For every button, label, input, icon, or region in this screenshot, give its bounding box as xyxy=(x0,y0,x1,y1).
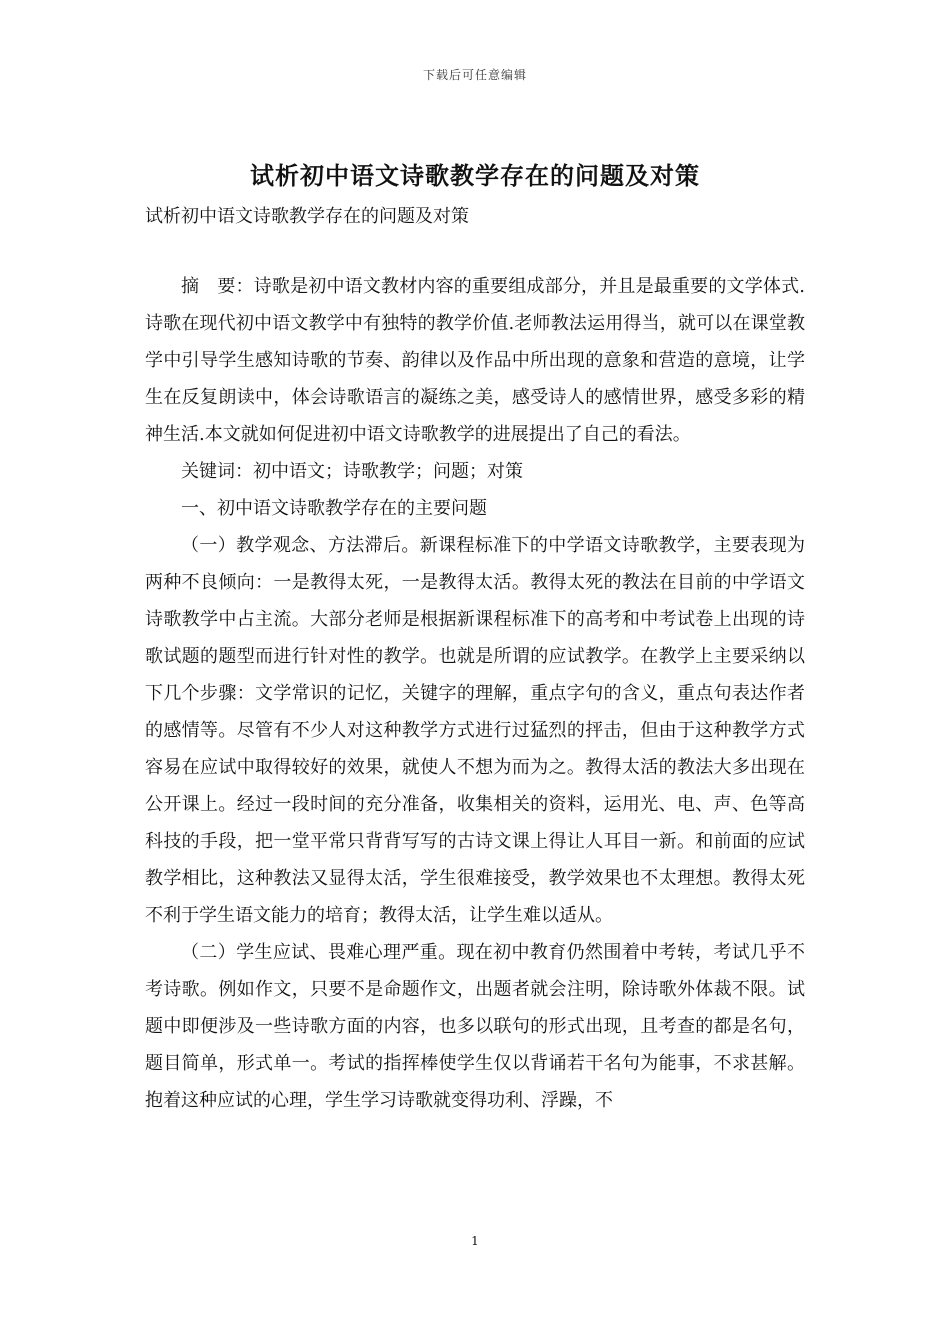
abstract-paragraph: 摘 要：诗歌是初中语文教材内容的重要组成部分，并且是最重要的文学体式.诗歌在现代初中语文教学中有独特的教学价值.老师教法运用得当，就可以在课堂教学中引导学生感知诗歌的节奏、韵律以及作品中所出现的意象和营造的意境，让学生在反复朗读中，体会诗歌语言的凝练之美，感受诗人的感情世界，感受多彩的精神生活.本文就如何促进初中语文诗歌教学的进展提出了自己的看法。 xyxy=(145,276,805,445)
document-subtitle: 试析初中语文诗歌教学存在的问题及对策 xyxy=(145,206,469,227)
body-paragraph: （二）学生应试、畏难心理严重。现在初中教育仍然围着中考转，考试几乎不考诗歌。例如作文，只要不是命题作文，出题者就会注明，除诗歌外体裁不限。试题中即便涉及一些诗歌方面的内容，也多以联句的形式出现，且考查的都是名句，题目简单，形式单一。考试的指挥棒使学生仅以背诵若干名句为能事，不求甚解。抱着这种应试的心理，学生学习诗歌就变得功利、浮躁，不 xyxy=(145,942,805,1111)
header-note: 下载后可任意编辑 xyxy=(422,68,527,82)
document-body xyxy=(145,268,805,1119)
document-title: 试析初中语文诗歌教学存在的问题及对策 xyxy=(250,161,700,190)
body-paragraph: （一）教学观念、方法滞后。新课程标准下的中学语文诗歌教学，主要表现为两种不良倾向：一是教得太死，一是教得太活。教得太死的教法在目前的中学语文诗歌教学中占主流。大部分老师是根据新课程标准下的高考和中考试卷上出现的诗歌试题的题型而进行针对性的教学。也就是所谓的应试教学。在教学上主要采纳以下几个步骤：文学常识的记忆，关键字的理解，重点字句的含义，重点句表达作者的感情等。尽管有不少人对这种教学方式进行过猛烈的抨击，但由于这种教学方式容易在应试中取得较好的效果，就使人不想为而为之。教得太活的教法大多出现在公开课上。经过一段时间的充分准备，收集相关的资料，运用光、电、声、色等高科技的手段，把一堂平常只背背写写的古诗文课上得让人耳目一新。和前面的应试教学相比，这种教法又显得太活，学生很难接受，教学效果也不太理想。教得太死不利于学生语文能力的培育；教得太活，让学生难以适从。 xyxy=(145,535,805,926)
page-number: 1 xyxy=(471,1234,479,1248)
section-heading: 一、初中语文诗歌教学存在的主要问题 xyxy=(181,498,487,519)
keywords-paragraph: 关键词：初中语文；诗歌教学；问题；对策 xyxy=(181,461,523,482)
